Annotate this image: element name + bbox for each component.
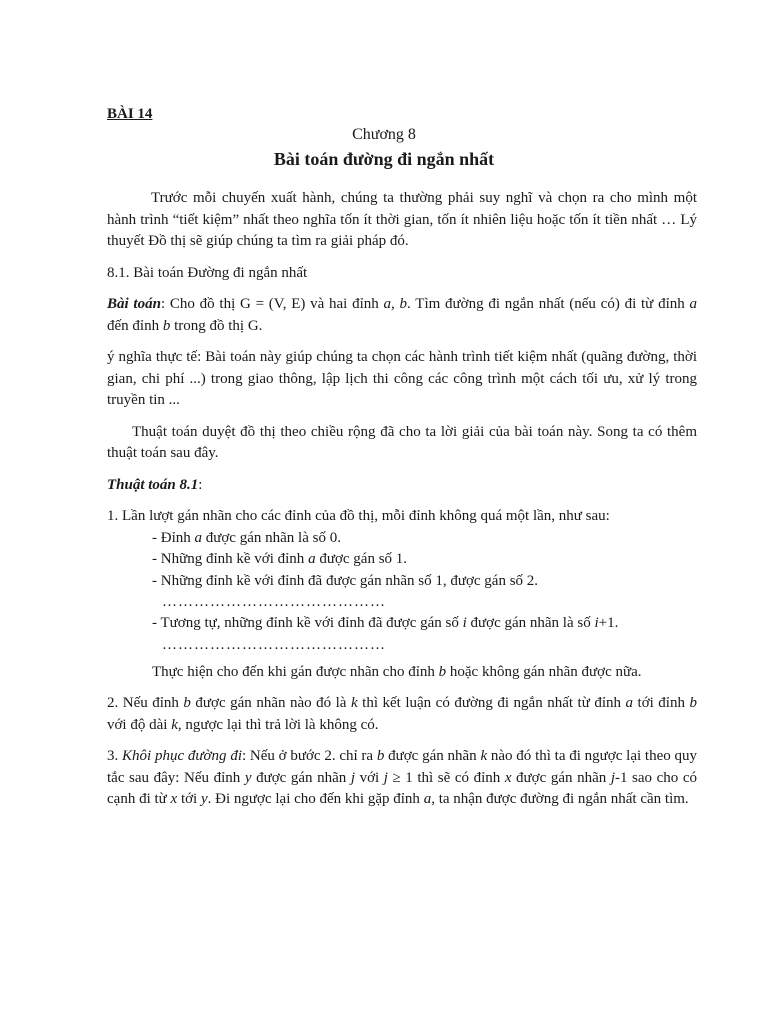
step2-paragraph (107, 693, 697, 736)
step3-text-2: : Nếu ở bước 2. chỉ ra (241, 748, 377, 764)
step2-text-3: thì kết luận có đường đi ngắn nhất từ đỉnh (357, 695, 626, 711)
problem-text-4: trong đồ thị G. (170, 317, 263, 334)
step3-text-9: -1 sao cho có cạnh đi từ (107, 769, 698, 807)
step1-dots-1: …………………………………… (162, 594, 386, 610)
step1-b4-text-2: được gán nhãn là số (466, 615, 595, 631)
bfs-note-paragraph: Thuật toán duyệt đồ thị theo chiều rộng đã cho ta lời giải của bài toán này. Song ta có thêm thuật toán sau đây. (107, 423, 697, 461)
chapter-title: Bài toán đường đi ngắn nhất (273, 149, 495, 169)
step2-text-5: với độ dài (107, 716, 172, 733)
step1-cont-text-2: hoặc không gán nhãn được nữa. (446, 663, 642, 680)
step1-bullet-2 (107, 549, 697, 571)
problem-text-3: đến đỉnh (107, 317, 163, 334)
step1-b1-text-2: được gán nhãn là số 0. (202, 529, 341, 546)
step1-text: 1. Lần lượt gán nhãn cho các đỉnh của đồ thị, mỗi đỉnh không quá một lần, như sau: (107, 508, 610, 524)
step2-text-4: tới đỉnh (633, 695, 690, 711)
step1-dots-2: …………………………………… (162, 636, 386, 653)
step1-b2-var: a (308, 551, 316, 567)
section-heading: 8.1. Bài toán Đường đi ngắn nhất (107, 264, 308, 281)
step2-text-2: được gán nhãn nào đó là (190, 695, 351, 711)
step1-b2-text-2: được gán số 1. (315, 551, 408, 567)
step3-var-6: x (504, 769, 512, 786)
step2-text-6: , ngược lại thì trả lời là không có. (177, 716, 379, 733)
step2-var-1: b (183, 695, 191, 711)
step1-b1-var: a (194, 529, 202, 546)
step3-var-8: x (170, 791, 178, 807)
step3-text-3: được gán nhãn (384, 748, 481, 764)
step1-b1-text-1: - Đỉnh (152, 529, 195, 546)
intro-paragraph: Trước mỗi chuyến xuất hành, chúng ta thường phải suy nghĩ và chọn ra cho mình một hành trình “tiết kiệm” nhất theo nghĩa tốn ít thời gian, tốn ít nhiên liệu hoặc tốn ít tiền nhất … Lý thuyết Đồ thị sẽ giúp chúng ta tìm ra giải pháp đó. (107, 190, 697, 249)
step3-text-11: . Đi ngược lại cho đến khi gặp đỉnh (207, 791, 424, 807)
step3-text-4: nào đó thì ta đi ngược lại theo quy tắc sau đây: Nếu đỉnh (107, 748, 697, 786)
step2-var-3: a (625, 695, 634, 711)
problem-label: Bài toán (107, 296, 161, 312)
algorithm-colon: : (198, 476, 203, 493)
problem-var-2: a (689, 296, 697, 312)
document-body (107, 188, 697, 821)
step3-text-12: , ta nhận được đường đi ngắn nhất cần tìm. (431, 791, 689, 807)
problem-var-1: a, b (383, 296, 408, 312)
step1-cont-var: b (438, 663, 447, 680)
lesson-heading: BÀI 14 (107, 106, 153, 122)
step3-text-6: với (355, 769, 384, 786)
step1-b4-text-3: +1. (598, 615, 619, 631)
step3-var-7: j (610, 769, 615, 786)
step2-text-1: 2. Nếu đỉnh (107, 695, 184, 711)
step3-var-2: k (480, 748, 488, 764)
step1-bullet-1 (107, 528, 697, 550)
step2-var-4: b (689, 695, 697, 711)
step3-text-10: tới (177, 791, 201, 807)
step1-continue (107, 662, 697, 684)
algorithm-label: Thuật toán 8.1 (107, 476, 199, 493)
chapter-number: Chương 8 (352, 126, 416, 143)
step1-b4-text-1: - Tương tự, những đỉnh kề với đỉnh đã được gán số (152, 615, 463, 631)
meaning-paragraph: ý nghĩa thực tế: Bài toán này giúp chúng ta chọn các hành trình tiết kiệm nhất (quãng đường, thời gian, chi phí ...) trong giao thông, lập lịch thi công các công trình một cách tối ưu, xử lý trong truyền tin ... (107, 349, 697, 408)
step3-text-7: ≥ 1 thì sẽ có đỉnh (387, 769, 505, 786)
step1-bullet-3: - Những đỉnh kề với đỉnh đã được gán nhãn số 1, được gán số 2. (152, 572, 539, 589)
step3-label: Khôi phục đường đi (122, 748, 242, 764)
problem-text-2: . Tìm đường đi ngắn nhất (nếu có) đi từ đỉnh (407, 296, 690, 312)
step1-bullet-4 (107, 613, 697, 635)
step3-var-4: j (350, 769, 355, 786)
algorithm-heading (107, 475, 697, 497)
problem-var-3: b (162, 317, 171, 334)
problem-paragraph (107, 294, 697, 337)
step3-var-3: y (244, 769, 252, 786)
step1-b2-text-1: - Những đỉnh kề với đỉnh (152, 551, 309, 567)
problem-colon: : (160, 296, 166, 312)
step1-b4-var-2: i (594, 615, 599, 631)
step3-var-9: y (200, 791, 208, 807)
step1-b4-var-1: i (462, 615, 467, 631)
step3-text-5: được gán nhãn (251, 769, 351, 786)
step1-cont-text-1: Thực hiện cho đến khi gán được nhãn cho đỉnh (152, 663, 439, 680)
step2-var-5: k (171, 716, 178, 733)
step3-text-1: 3. (107, 748, 123, 764)
step3-var-10: a (423, 791, 432, 807)
step3-var-5: j (383, 769, 388, 786)
problem-text-1: Cho đồ thị G = (V, E) và hai đỉnh (165, 296, 384, 312)
step3-paragraph (107, 746, 697, 811)
step3-var-1: b (376, 748, 385, 764)
step3-text-8: được gán nhãn (511, 769, 611, 786)
step2-var-2: k (350, 695, 358, 711)
